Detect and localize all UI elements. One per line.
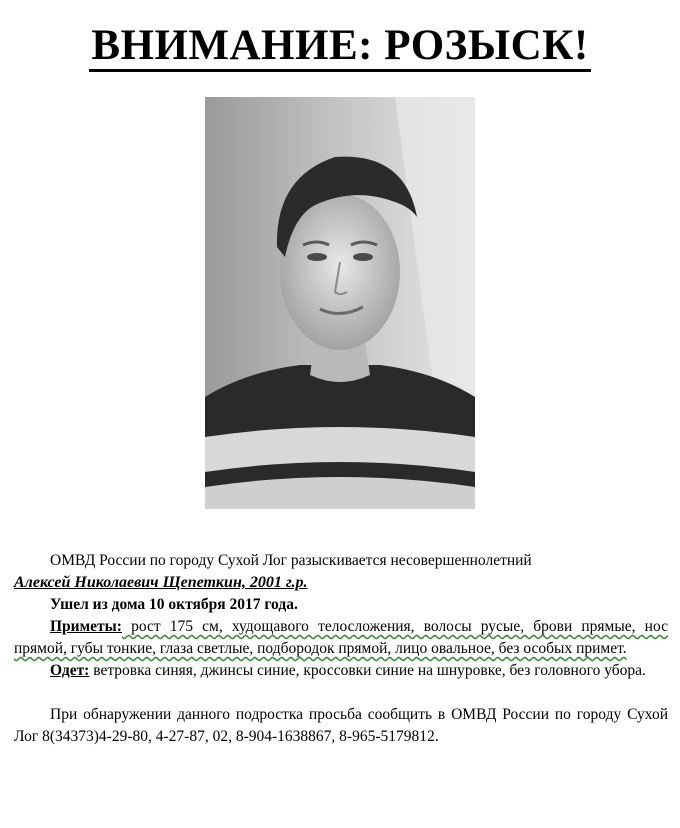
missing-person-photo <box>205 97 475 509</box>
left-home-line: Ушел из дома 10 октября 2017 года. <box>50 596 298 613</box>
features-paragraph <box>14 616 668 660</box>
poster-title <box>0 22 680 70</box>
contact-paragraph: При обнаружении данного подростка просьба сообщить в ОМВД России по городу Сухой Лог 8(34373)4-29-80, 4-27-87, 02, 8-904-1638867, 8-965-5179812. <box>14 706 668 745</box>
clothes-text: ветровка синяя, джинсы синие, кроссовки синие на шнуровке, без головного убора. <box>89 662 646 679</box>
person-name: Алексей Николаевич Щепеткин, 2001 г.р. <box>14 574 308 591</box>
poster-body <box>14 550 668 748</box>
features-text: рост 175 см, худощавого телосложения, волосы русые, брови прямые, нос прямой, губы тонкие, глаза светлые, подбородок прямой, лицо овальное, без особых примет. <box>14 618 668 657</box>
clothes-paragraph <box>14 660 668 682</box>
clothes-label: Одет: <box>50 662 90 679</box>
poster-title-text: ВНИМАНИЕ: РОЗЫСК! <box>89 22 590 72</box>
features-label: Приметы: <box>50 618 122 635</box>
person-name-line <box>14 572 668 594</box>
intro-paragraph: ОМВД России по городу Сухой Лог разыскивается несовершеннолетний <box>50 552 532 569</box>
